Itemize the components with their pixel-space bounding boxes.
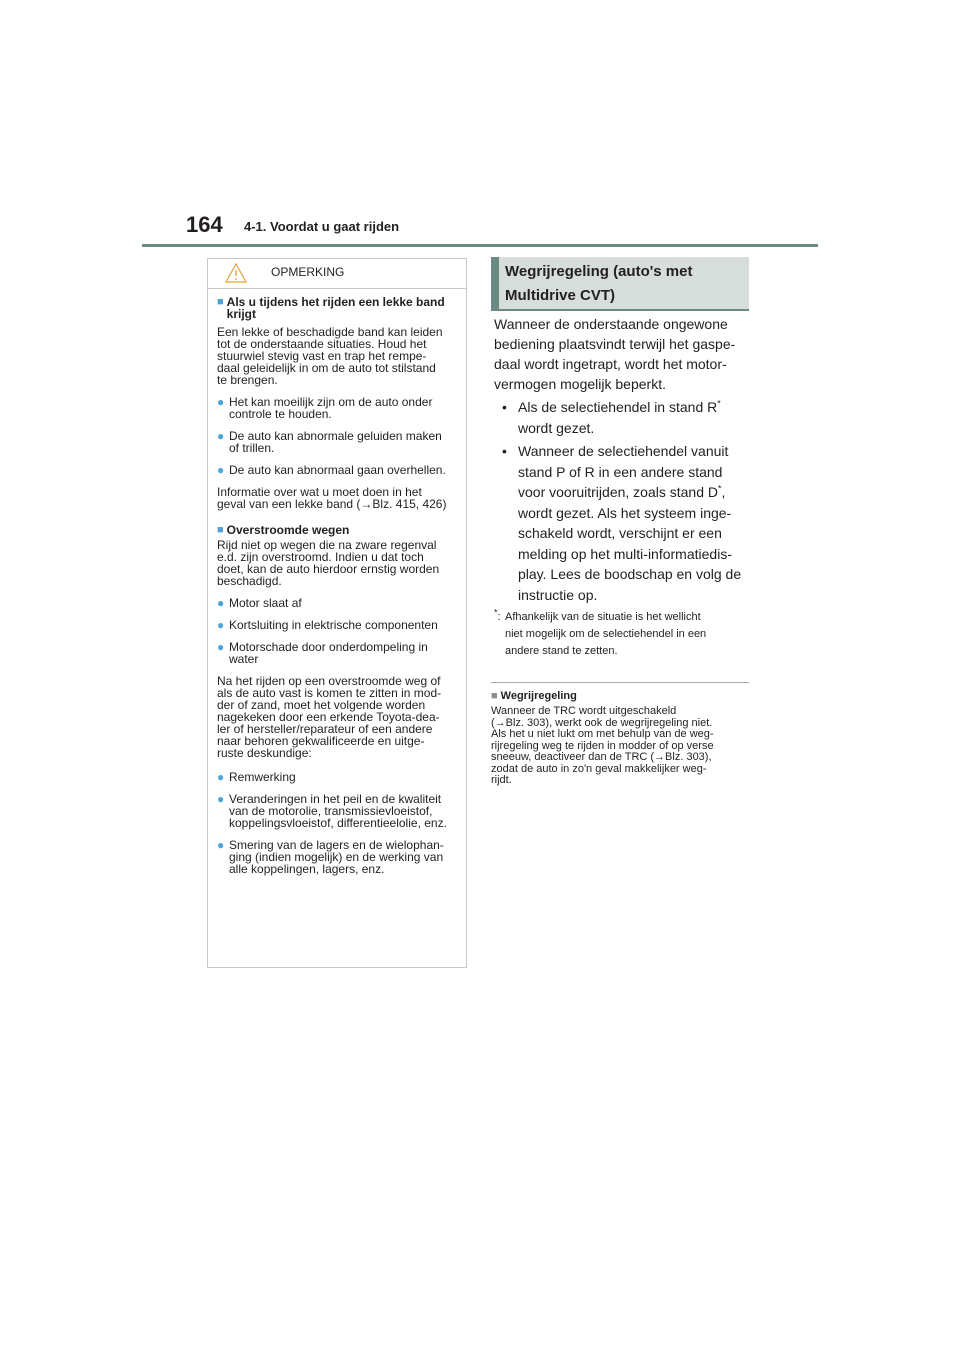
- text-line: daal geleidelijk in om de auto tot stilstand: [217, 361, 436, 375]
- heading-line: Multidrive CVT): [505, 287, 616, 304]
- text-line: naar behoren gekwalificeerde en uitge-: [217, 734, 425, 748]
- text-line: De auto kan abnormaal gaan overhellen.: [229, 463, 446, 477]
- sub-text: [491, 706, 751, 787]
- square-bullet-icon: ■: [217, 524, 224, 536]
- flat-tire-heading: [217, 296, 458, 320]
- list-item: [217, 430, 458, 454]
- square-bullet-icon: ■: [217, 296, 224, 308]
- dot-bullet-icon: ●: [217, 463, 225, 477]
- asterisk: *: [718, 483, 722, 494]
- text-line: doet, kan de auto hierdoor ernstig worden: [217, 562, 440, 576]
- list-item: [494, 397, 750, 438]
- dot-bullet-icon: ●: [217, 770, 225, 784]
- text-line: rijregeling weg te rijden in modder of op verse: [491, 739, 714, 752]
- list-item: [217, 839, 458, 875]
- traction-subsection: [491, 687, 751, 787]
- text-line: tot de onderstaande situaties. Houd het: [217, 337, 427, 351]
- bullet-mark: •: [502, 399, 507, 415]
- list-item: [217, 771, 458, 783]
- text-line: der of zand, moet het volgende worden: [217, 698, 426, 712]
- text-line: play. Lees de boodschap en volg de: [518, 566, 742, 582]
- text-line: melding op het multi-informatiedis-: [518, 545, 732, 562]
- text-line: Het kan moeilijk zijn om de auto onder: [229, 395, 433, 409]
- text-line: vermogen mogelijk beperkt.: [494, 376, 666, 392]
- text-line: Motorschade door onderdompeling in: [229, 640, 428, 654]
- text-line: ging (indien mogelijk) en de werking van: [229, 850, 444, 864]
- square-bullet-icon: ■: [491, 690, 498, 702]
- text-line: Motor slaat af: [229, 596, 302, 610]
- text-line: of trillen.: [229, 441, 275, 455]
- text-line: Wanneer de onderstaande ongewone: [494, 316, 728, 332]
- colon: :: [497, 611, 501, 623]
- divider: [491, 682, 749, 683]
- flooded-heading: [217, 524, 458, 536]
- text-line: nagekeken door een erkende Toyota-dea-: [217, 710, 440, 724]
- flooded-intro: [217, 539, 458, 587]
- caution-box: [207, 258, 467, 968]
- sub-heading: [491, 690, 751, 702]
- text-line: Na het rijden op een overstroomde weg of: [217, 674, 441, 688]
- text-span: voor vooruitrijden, zoals stand D: [518, 484, 718, 500]
- text-line: wordt gezet.: [518, 419, 595, 436]
- text-line: Wanneer de selectiehendel vanuit: [518, 443, 729, 459]
- text-line: andere stand te zetten.: [505, 645, 618, 657]
- dot-bullet-icon: ●: [217, 596, 225, 610]
- bullet-mark: •: [502, 443, 507, 459]
- list-item: [494, 441, 750, 605]
- flooded-title: Overstroomde wegen: [226, 523, 350, 537]
- text-line: als de auto vast is komen te zitten in mod-: [217, 686, 442, 700]
- text-line: De auto kan abnormale geluiden maken: [229, 429, 442, 443]
- text-line: wordt gezet. Als het systeem inge-: [518, 504, 732, 521]
- flat-tire-info: [217, 486, 458, 510]
- section-title: 4-1. Voordat u gaat rijden: [244, 219, 400, 234]
- text-line: niet mogelijk om de selectiehendel in een: [505, 628, 707, 640]
- text-line: koppelingsvloeistof, differentieelolie, enz.: [229, 816, 447, 830]
- flooded-after: [217, 675, 458, 759]
- text-line: te brengen.: [217, 373, 278, 387]
- text-line: Wanneer de TRC wordt uitgeschakeld: [491, 705, 677, 717]
- header-rule: [142, 244, 818, 247]
- footnote-marker: [494, 609, 505, 660]
- text-line: Remwerking: [229, 770, 296, 784]
- list-item: [217, 597, 458, 609]
- text-line: Veranderingen in het peil en de kwaliteit: [229, 792, 442, 806]
- asterisk: *: [717, 398, 721, 409]
- text-line: bediening plaatsvindt terwijl het gaspe-: [494, 336, 736, 352]
- text-line: Als het u niet lukt om met behulp van de weg-: [491, 728, 714, 740]
- dot-bullet-icon: ●: [217, 395, 225, 409]
- text-line: alle koppelingen, lagers, enz.: [229, 862, 385, 876]
- text-line: controle te houden.: [229, 407, 332, 421]
- text-line: e.d. zijn overstroomd. Indien u dat toch: [217, 550, 424, 564]
- traction-heading-box: [491, 257, 749, 311]
- flat-tire-intro: [217, 326, 458, 386]
- heading-line: Wegrijregeling (auto's met: [505, 263, 693, 280]
- dot-bullet-icon: ●: [217, 618, 225, 632]
- traction-content: [494, 314, 750, 660]
- text-line: Rijd niet op wegen die na zware regenval: [217, 538, 437, 552]
- text-span: ,: [721, 484, 726, 500]
- text-line: beschadigd.: [217, 574, 282, 588]
- text-span: Als de selectiehendel in stand R: [518, 399, 718, 415]
- text-line: stand P of R in een andere stand: [518, 463, 723, 480]
- text-line: daal wordt ingetrapt, wordt het motor-: [494, 356, 727, 372]
- text-line: instructie op.: [518, 586, 598, 603]
- text-line: Smering van de lagers en de wielophan-: [229, 838, 444, 852]
- heading-accent-bar: [491, 257, 499, 309]
- text-line: schakeld wordt, verschijnt er een: [518, 525, 722, 541]
- list-item: [217, 464, 458, 476]
- text-line: [518, 482, 741, 503]
- text-line: Een lekke of beschadigde band kan leiden: [217, 325, 443, 339]
- footnote: [494, 609, 750, 660]
- text-line: van de motorolie, transmissievloeistof,: [229, 804, 433, 818]
- sub-title: Wegrijregeling: [500, 690, 577, 702]
- asterisk: *: [494, 607, 498, 618]
- list-item: [217, 619, 458, 631]
- text-line: water: [229, 652, 259, 666]
- page-number: 164: [186, 212, 223, 237]
- warning-triangle-icon: [225, 263, 247, 283]
- list-item: [217, 396, 458, 420]
- text-line: ruste deskundige:: [217, 746, 312, 760]
- text-line: zodat de auto in zo'n geval makkelijker weg-: [491, 762, 707, 775]
- text-line: (→Blz. 303), werkt ook de wegrijregeling niet.: [491, 716, 713, 729]
- dot-bullet-icon: ●: [217, 429, 225, 443]
- text-line: Afhankelijk van de situatie is het wellicht: [505, 611, 701, 623]
- text-line: rijdt.: [491, 774, 512, 786]
- flat-tire-title: Als u tijdens het rijden een lekke band krijgt: [226, 295, 445, 321]
- traction-heading: [505, 260, 693, 308]
- text-line: ler of hersteller/reparateur of een andere: [217, 722, 433, 736]
- dot-bullet-icon: ●: [217, 640, 225, 654]
- list-item: [217, 641, 458, 665]
- dot-bullet-icon: ●: [217, 838, 225, 852]
- traction-intro: [494, 314, 750, 394]
- caution-header: [208, 259, 466, 289]
- text-line: [518, 397, 721, 418]
- caution-label: OPMERKING: [271, 265, 345, 279]
- text-line: Kortsluiting in elektrische componenten: [229, 618, 438, 632]
- text-line: geval van een lekke band (→Blz. 415, 426): [217, 497, 447, 511]
- text-line: sneeuw, deactiveer dan de TRC (→Blz. 303),: [491, 751, 712, 763]
- text-line: Informatie over wat u moet doen in het: [217, 485, 422, 499]
- text-line: stuurwiel stevig vast en trap het rempe-: [217, 349, 427, 363]
- list-item: [217, 793, 458, 829]
- dot-bullet-icon: ●: [217, 792, 225, 806]
